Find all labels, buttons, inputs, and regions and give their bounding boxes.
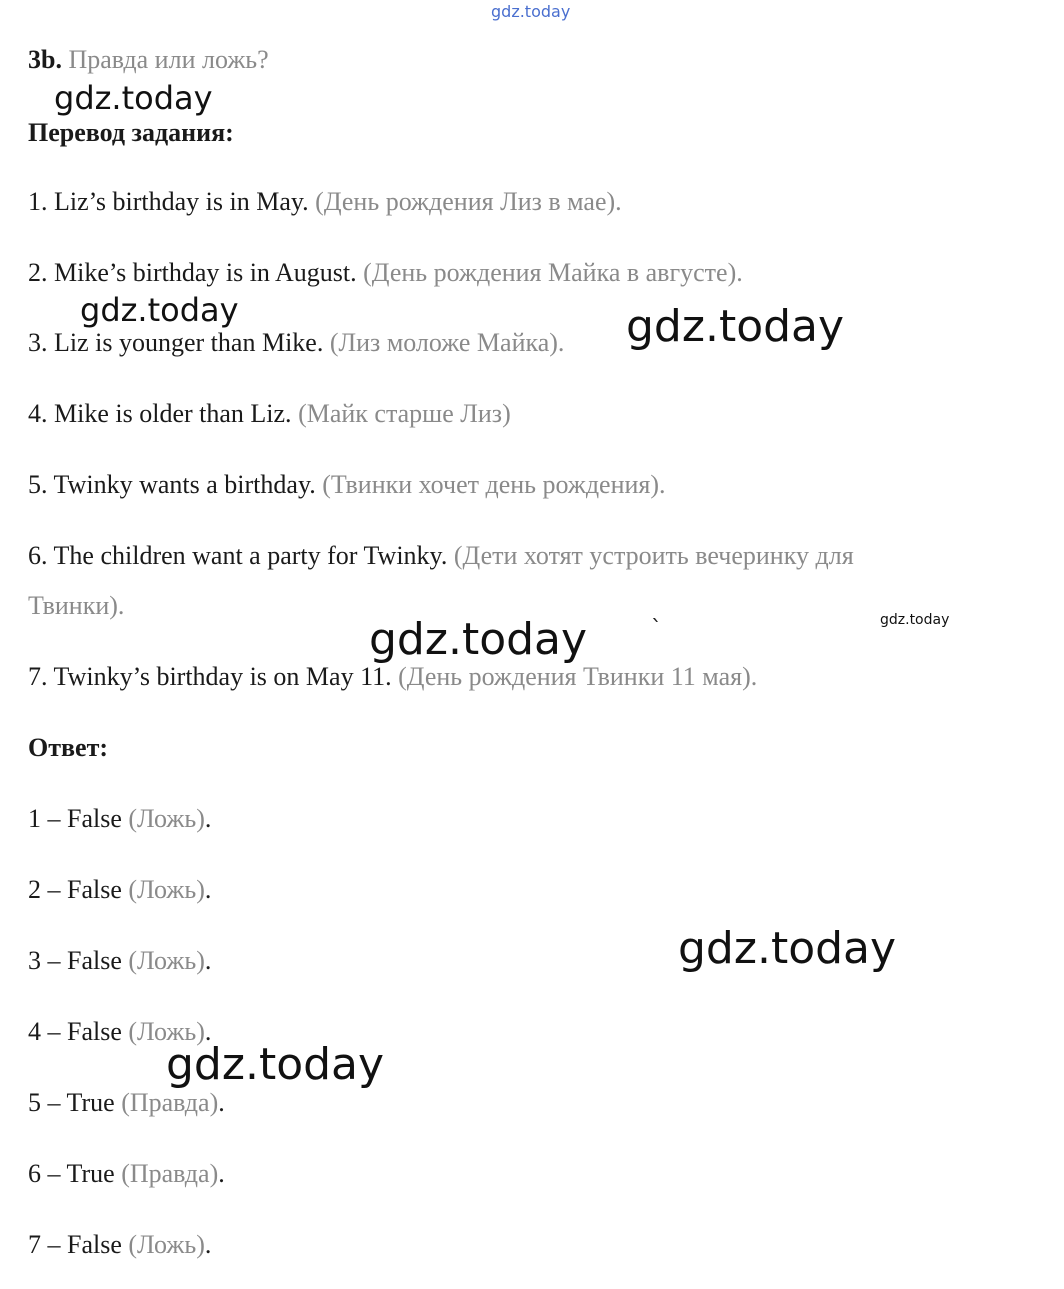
item-english: 3. Liz is younger than Mike. [28, 328, 324, 357]
answer-end: . [204, 804, 212, 833]
task-number: 3b. [28, 45, 62, 74]
answer-english: 7 – False [28, 1230, 122, 1259]
list-item [28, 398, 511, 430]
answer-russian: (Правда) [121, 1088, 219, 1117]
item-russian: (Майк старше Лиз) [298, 399, 511, 428]
item-russian-continuation: Твинки). [28, 591, 125, 620]
answer-english: 6 – True [28, 1159, 115, 1188]
item-russian: (День рождения Майка в августе). [363, 258, 743, 287]
list-item [28, 186, 622, 218]
answer-end: . [218, 1159, 225, 1188]
answer-english: 1 – False [28, 804, 122, 833]
translation-heading: Перевод задания: [28, 118, 234, 147]
item-english: 4. Mike is older than Liz. [28, 399, 292, 428]
item-english: 6. The children want a party for Twinky. [28, 541, 448, 570]
answer-russian: (Ложь) [128, 1230, 205, 1259]
answer-heading: Ответ: [28, 733, 109, 762]
answer-item [28, 945, 211, 977]
task-title-text: Правда или ложь? [68, 45, 269, 74]
watermark: gdz.today [54, 79, 213, 117]
item-russian: (Твинки хочет день рождения). [322, 470, 666, 499]
answer-item [28, 1087, 225, 1119]
answer-end: . [204, 1017, 212, 1046]
list-item [28, 469, 666, 501]
answer-english: 5 – True [28, 1088, 115, 1117]
list-item [28, 327, 564, 359]
item-russian: (Лиз моложе Майка). [329, 328, 565, 357]
answer-russian: (Ложь) [128, 946, 205, 975]
task-title [28, 44, 269, 76]
answer-item [28, 803, 211, 835]
watermark: gdz.today [626, 301, 845, 352]
watermark: gdz.today [678, 923, 897, 974]
stray-mark: ` [651, 617, 662, 642]
answer-end: . [204, 946, 212, 975]
item-russian: (День рождения Твинки 11 мая). [398, 662, 758, 691]
answer-item [28, 874, 211, 906]
answer-russian: (Ложь) [128, 875, 205, 904]
answer-end: . [204, 1230, 212, 1259]
list-item [28, 540, 854, 572]
answer-english: 2 – False [28, 875, 122, 904]
answer-item [28, 1229, 211, 1261]
answer-russian: (Ложь) [128, 1017, 205, 1046]
item-russian: (День рождения Лиз в мае). [315, 187, 622, 216]
item-english: 1. Liz’s birthday is in May. [28, 187, 309, 216]
answer-russian: (Правда) [121, 1159, 219, 1188]
item-russian: (Дети хотят устроить вечеринку для [453, 541, 854, 570]
item-english: 2. Mike’s birthday is in August. [28, 258, 357, 287]
answer-english: 3 – False [28, 946, 122, 975]
watermark: gdz.today [369, 614, 588, 665]
answer-english: 4 – False [28, 1017, 122, 1046]
item-english: 7. Twinky’s birthday is on May 11. [28, 662, 392, 691]
watermark-top: gdz.today [491, 2, 571, 21]
list-item [28, 257, 743, 289]
answer-end: . [218, 1088, 225, 1117]
item-english: 5. Twinky wants a birthday. [28, 470, 316, 499]
watermark: gdz.today [880, 612, 950, 628]
answer-item [28, 1158, 225, 1190]
watermark: gdz.today [80, 291, 239, 329]
answer-russian: (Ложь) [128, 804, 205, 833]
answer-end: . [204, 875, 212, 904]
list-item [28, 661, 757, 693]
watermark: gdz.today [166, 1039, 385, 1090]
